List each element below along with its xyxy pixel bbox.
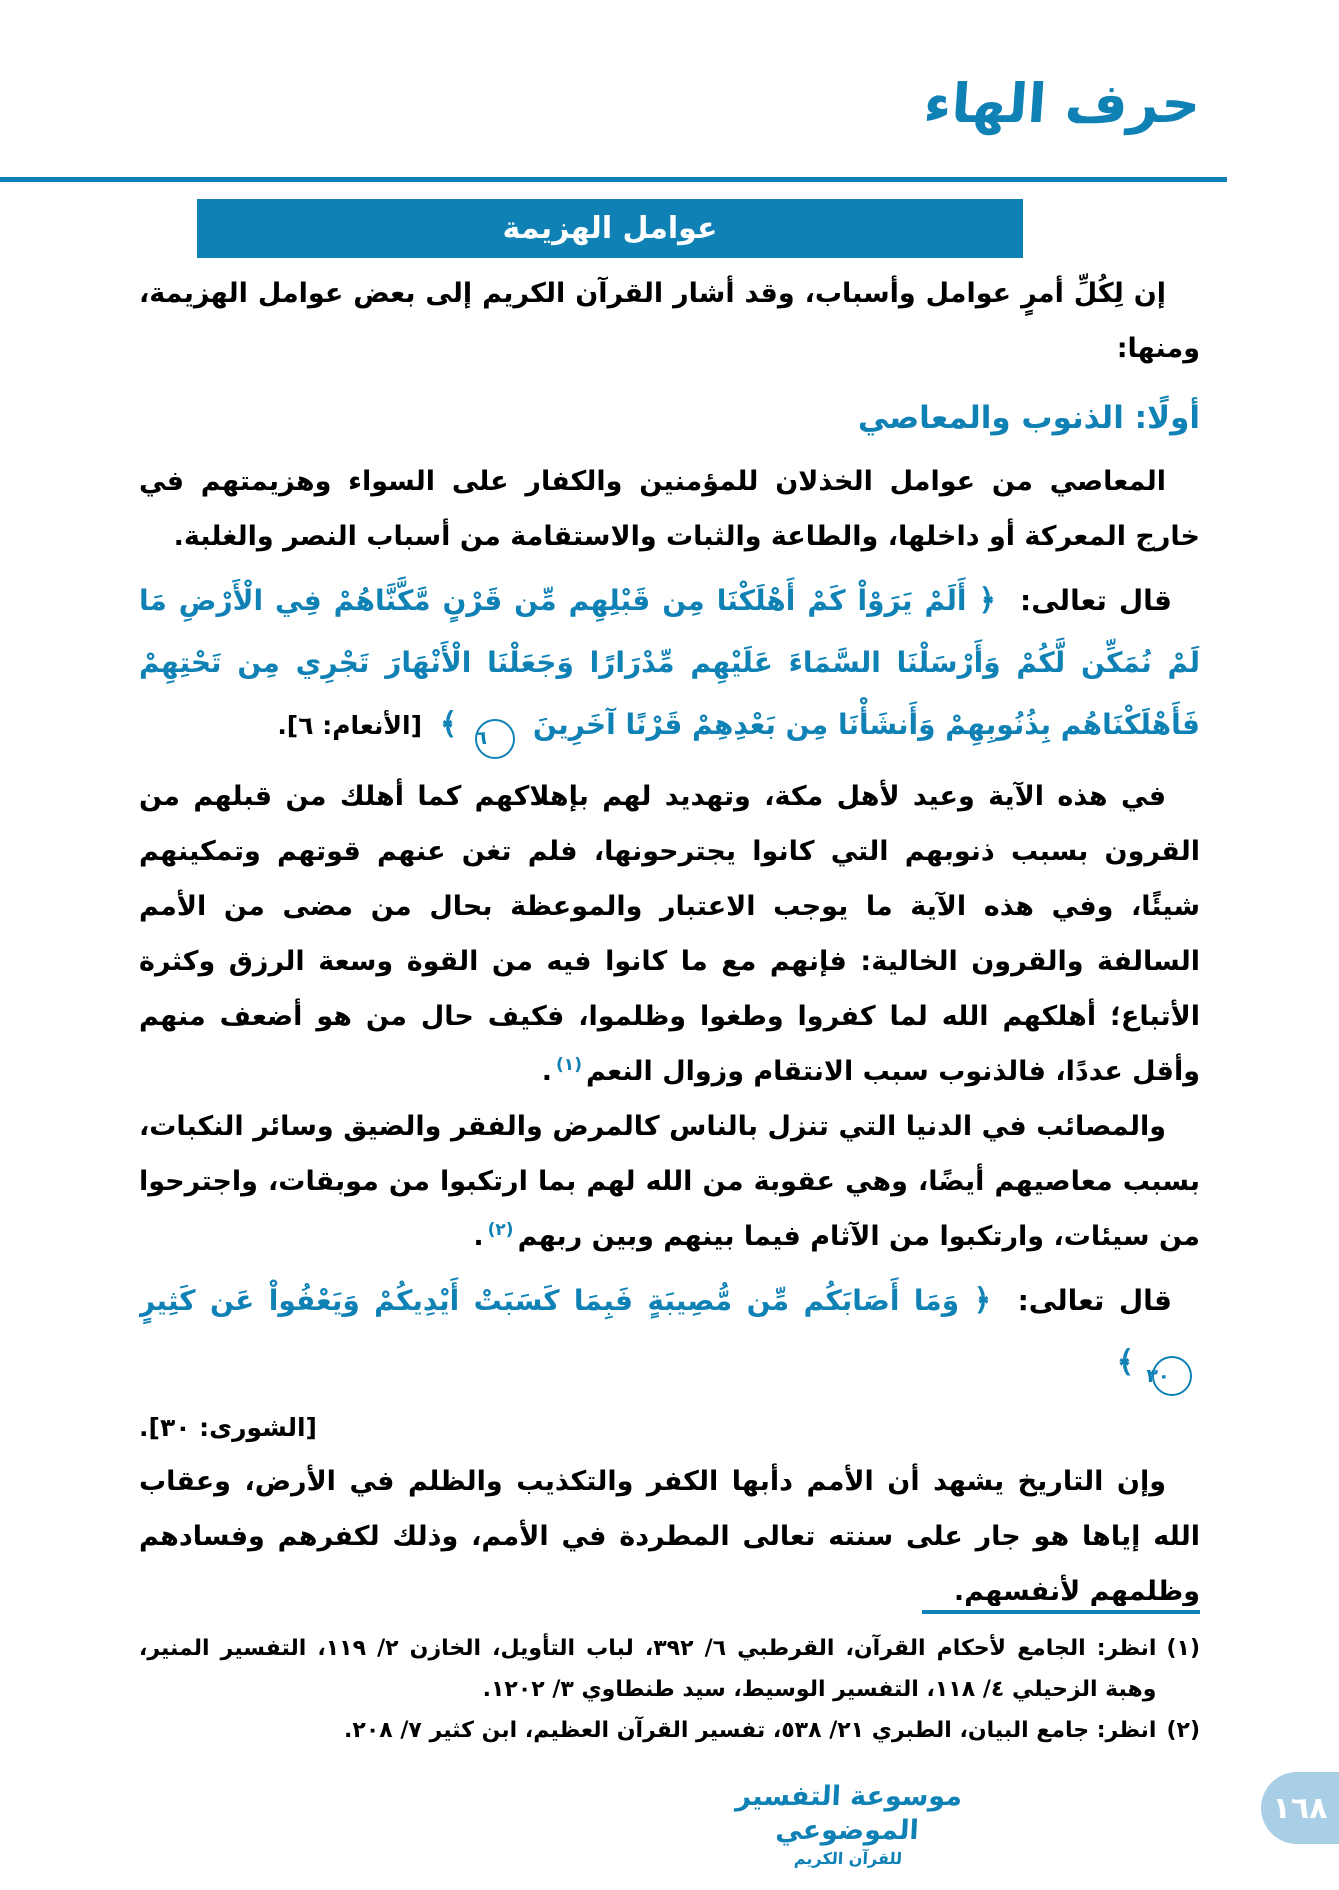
paragraph-text: وإن التاريخ يشهد أن الأمم دأبها الكفر والتكذيب والظلم في الأرض، وعقاب الله إياها هو جار على سنته تعالى المطردة في الأمم، وذلك لكفرهم وفسادهم وظلمهم لأنفسهم. xyxy=(139,1466,1200,1606)
ornate-open-bracket: ﴿ xyxy=(973,1282,992,1318)
page-number: ١٦٨ xyxy=(1272,1790,1328,1826)
chapter-header-calligraphy: حرف الهاء xyxy=(921,72,1203,135)
quran-verse-shura xyxy=(139,1270,1200,1397)
paragraph-commentary xyxy=(139,769,1200,1099)
footnotes-section xyxy=(139,1610,1200,1751)
paragraph-calamities xyxy=(139,1099,1200,1264)
footnote-number: (٢) xyxy=(1166,1718,1200,1743)
ornate-close-bracket: ﴾ xyxy=(1116,1344,1135,1380)
verse-citation: [الأنعام: ٦]. xyxy=(277,711,423,740)
intro-text: إن لِكُلِّ أمرٍ عوامل وأسباب، وقد أشار القرآن الكريم إلى بعض عوامل الهزيمة، ومنها: xyxy=(139,278,1200,364)
main-content xyxy=(139,266,1200,1606)
verse-text: أَلَمْ يَرَوْاْ كَمْ أَهْلَكْنَا مِن قَبْلِهِم مِّن قَرْنٍ مَّكَّنَّاهُمْ فِي الْأَرْضِ مَا لَمْ نُمَكِّن لَّكُمْ وَأَرْسَلْنَا السَّمَاءَ عَلَيْهِم مِّدْرَارًا وَجَعَلْنَا الْأَنْهَارَ تَجْرِي مِن تَحْتِهِمْ فَأَهْلَكْنَاهُم بِذُنُوبِهِمْ وَأَنشَأْنَا مِن بَعْدِهِمْ قَرْنًا آخَرِينَ xyxy=(139,584,1200,741)
page-number-tab xyxy=(1261,1772,1339,1844)
paragraph-text: والمصائب في الدنيا التي تنزل بالناس كالمرض والفقر والضيق وسائر النكبات، بسبب معاصيهم أيضًا، وهي عقوبة من الله لهم بما ارتكبوا من موبقات، واجترحوا من سيئات، وارتكبوا من الآثام فيما بينهم وبين ربهم xyxy=(139,1110,1200,1252)
ornate-close-bracket: ﴾ xyxy=(439,707,458,742)
paragraph-tail: . xyxy=(541,1055,553,1087)
paragraph-text: المعاصي من عوامل الخذلان للمؤمنين والكفار على السواء وهزيمتهم في خارج المعركة أو داخلها، والطاعة والثبات والاستقامة من أسباب النصر والغلبة. xyxy=(139,466,1200,552)
footnote-divider xyxy=(922,1610,1200,1614)
paragraph-history xyxy=(139,1454,1200,1606)
paragraph-tail: . xyxy=(473,1220,484,1252)
footnote-text: انظر: الجامع لأحكام القرآن، القرطبي ٦/ ٣٩٢، لباب التأويل، الخازن ٢/ ١١٩، التفسير المنير، وهبة الزحيلي ٤/ ١١٨، التفسير الوسيط، سيد طنطاوي ٣/ ١٢٠٢. xyxy=(139,1636,1157,1702)
publisher-logo-subtitle: للقرآن الكريم xyxy=(793,1848,903,1868)
verse-text: وَمَا أَصَابَكُم مِّن مُّصِيبَةٍ فَبِمَا كَسَبَتْ أَيْدِيكُمْ وَيَعْفُواْ عَن كَثِيرٍ xyxy=(139,1283,960,1317)
footnote-text: انظر: جامع البيان، الطبري ٢١/ ٥٣٨، تفسير القرآن العظيم، ابن كثير ٧/ ٢٠٨. xyxy=(344,1718,1157,1743)
verse-lead: قال تعالى: xyxy=(1020,584,1173,617)
intro-paragraph xyxy=(139,266,1200,376)
ayah-number-marker: ٦ xyxy=(475,719,515,759)
publisher-logo-title: موسوعة التفسير الموضوعي xyxy=(734,1781,963,1846)
quran-verse-anam xyxy=(139,570,1200,759)
footnote-marker-1: (١) xyxy=(556,1054,582,1075)
page-title: عوامل الهزيمة xyxy=(502,211,718,246)
section-title-bar xyxy=(197,199,1023,258)
footnote-marker-2: (٢) xyxy=(487,1219,514,1240)
verse-lead: قال تعالى: xyxy=(1017,1283,1173,1317)
section-heading: أولًا: الذنوب والمعاصي xyxy=(857,400,1200,436)
footnote-number: (١) xyxy=(1166,1636,1200,1661)
header-rule xyxy=(0,177,1227,182)
footnote-1 xyxy=(139,1628,1200,1710)
paragraph-text: في هذه الآية وعيد لأهل مكة، وتهديد لهم بإهلاكهم كما أهلك من قبلهم من القرون بسبب ذنوبهم التي كانوا يجترحونها، فلم تغن عنهم قوتهم وتمكينهم شيئًا، وفي هذه الآية ما يوجب الاعتبار والموعظة بحال من مضى من الأمم السالفة والقرون الخالية: فإنهم مع ما كانوا فيه من القوة وسعة الرزق وكثرة الأتباع؛ أهلكهم الله لما كفروا وطغوا وظلموا، فكيف حال من هو أضعف منهم وأقل عددًا، فالذنوب سبب الانتقام وزوال النعم xyxy=(139,780,1200,1087)
ornate-open-bracket: ﴿ xyxy=(978,583,997,618)
verse-citation-shura: [الشورى: ٣٠]. xyxy=(139,1413,317,1442)
paragraph-sins xyxy=(139,454,1200,564)
footnote-2 xyxy=(139,1710,1200,1751)
publisher-logo xyxy=(698,1780,998,1870)
ayah-number-marker: ٣٠ xyxy=(1152,1356,1192,1396)
